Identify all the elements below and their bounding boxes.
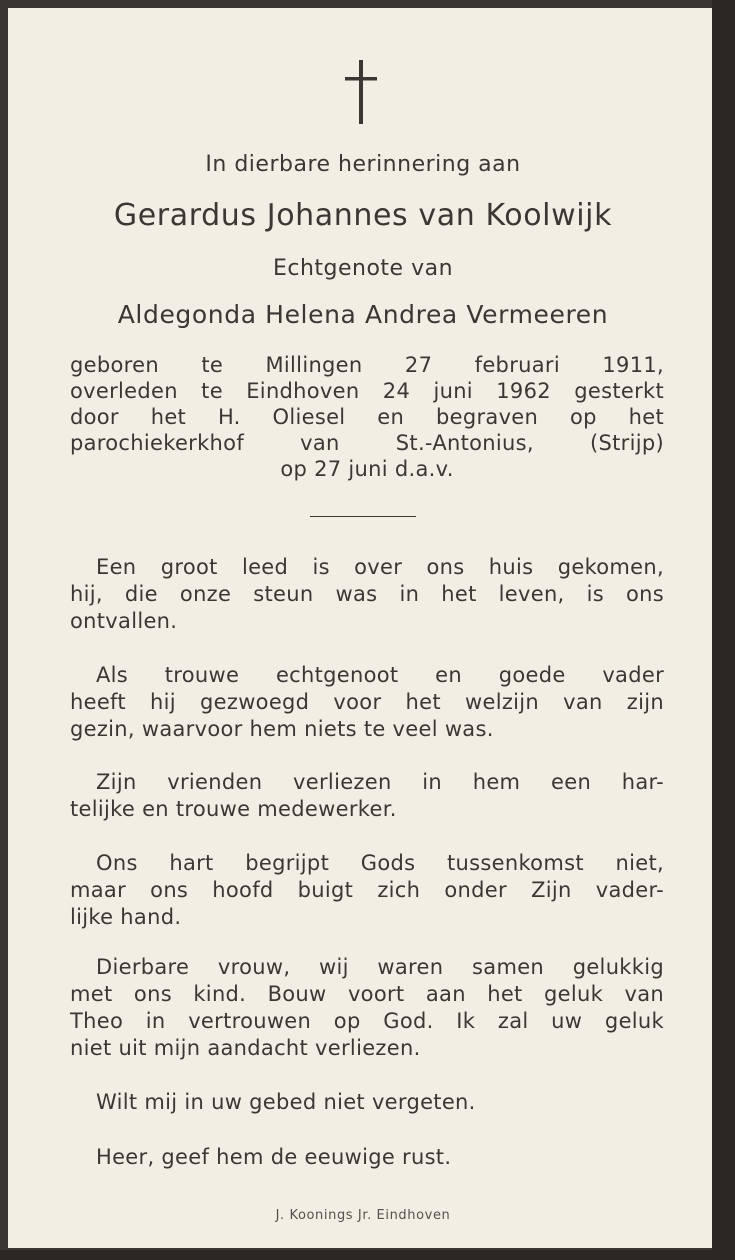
card-edge-bottom (0, 1250, 735, 1260)
paragraph-line: Heer, geef hem de eeuwige rust. (96, 1145, 452, 1169)
paragraph-line: niet uit mijn aandacht verliezen. (70, 1036, 421, 1060)
card-edge-right (712, 0, 735, 1260)
memorial-card (8, 8, 712, 1248)
bio-line: geboren te Millingen 27 februari 1911, (70, 353, 664, 377)
bio-line: door het H. Oliesel en begraven op het (70, 405, 664, 429)
spouse-name: Aldegonda Helena Andrea Vermeeren (117, 300, 609, 329)
paragraph-faith (70, 850, 664, 931)
paragraph-line: heeft hij gezwoegd voor het welzijn van zijn (70, 690, 664, 714)
paragraph-line: Dierbare vrouw, wij waren samen gelukkig (96, 955, 664, 979)
cross-icon (341, 60, 381, 124)
deceased-name: Gerardus Johannes van Koolwijk (113, 198, 613, 233)
paragraph-line: telijke en trouwe medewerker. (70, 797, 397, 821)
paragraph-line: Ons hart begrijpt Gods tussenkomst niet, (96, 851, 664, 875)
intro-text: In dierbare herinnering aan (205, 152, 521, 177)
spouse-label: Echtgenote van (272, 256, 454, 281)
printer-credit: J. Koonings Jr. Eindhoven (275, 1208, 451, 1223)
paragraph-line: lijke hand. (70, 905, 182, 929)
paragraph-line: ontvallen. (70, 609, 178, 633)
paragraph-grief (70, 554, 664, 635)
paragraph-line: hij, die onze steun was in het leven, is ons (70, 582, 664, 606)
paragraph-wife (70, 954, 664, 1062)
paragraph-line: maar ons hoofd buigt zich onder Zijn vader- (70, 878, 664, 902)
paragraph-friends (70, 769, 664, 823)
divider (310, 516, 416, 517)
paragraph-line: Als trouwe echtgenoot en goede vader (96, 663, 664, 687)
paragraph-line: Zijn vrienden verliezen in hem een har- (96, 770, 664, 794)
paragraph-prayer-request (70, 1089, 664, 1116)
paragraph-husband-father (70, 662, 664, 743)
biography (70, 352, 664, 482)
paragraph-line: Wilt mij in uw gebed niet vergeten. (96, 1090, 476, 1114)
paragraph-eternal-rest (70, 1144, 664, 1171)
bio-line: overleden te Eindhoven 24 juni 1962 gesterkt (70, 379, 664, 403)
paragraph-line: Een groot leed is over ons huis gekomen, (96, 555, 664, 579)
paragraph-line: gezin, waarvoor hem niets te veel was. (70, 717, 494, 741)
bio-line: parochiekerkhof van St.-Antonius, (Strijp) (70, 431, 664, 455)
bio-line: op 27 juni d.a.v. (280, 457, 454, 481)
paragraph-line: met ons kind. Bouw voort aan het geluk van (70, 982, 664, 1006)
paragraph-line: Theo in vertrouwen op God. Ik zal uw geluk (70, 1009, 664, 1033)
